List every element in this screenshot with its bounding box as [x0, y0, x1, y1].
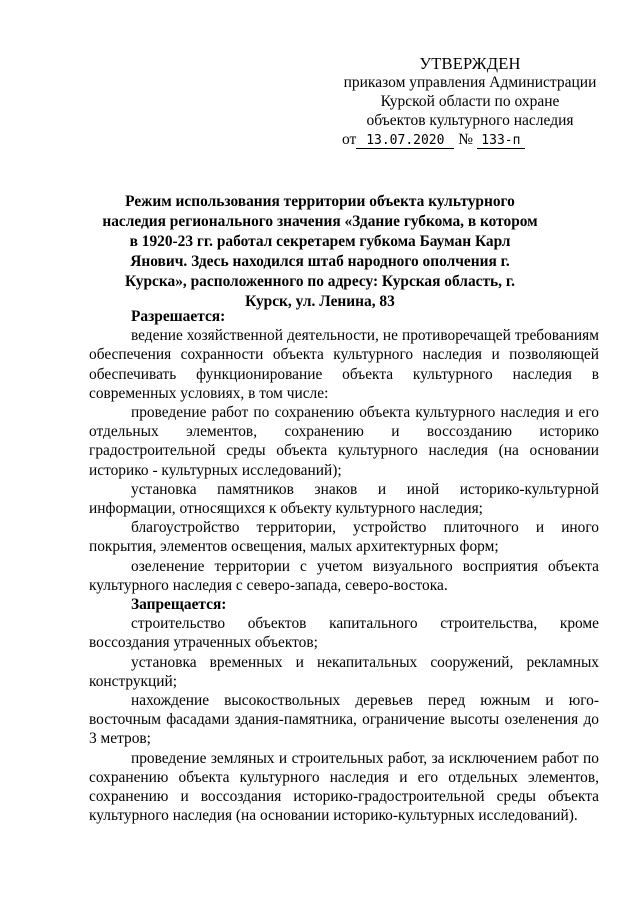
- allowed-item: ведение хозяйственной деятельности, не противоречащей требованиям обеспечения сохранности объекта культурного наследия и позволяющей обеспечивать функционирование объекта культурного наследия в современных условиях, в том числе:: [89, 327, 599, 402]
- prohibited-item: установка временных и некапитальных сооружений, рекламных конструкций;: [89, 653, 599, 690]
- allowed-item: благоустройство территории, устройство плиточного и иного покрытия, элементов освещения, малых архитектурных форм;: [89, 519, 599, 556]
- approval-stamp: [320, 54, 620, 149]
- document-title: Режим использования территории объекта культурного наследия регионального значения «Здание губкома, в котором в 1920-23 гг. работал секретарем губкома Бауман Карл Янович. Здесь находился штаб народного ополчения г. Курска», расположенного по адресу: Курская область, г. Курск, ул. Ленина, 83: [102, 193, 538, 310]
- prohibited-item: нахождение высокоствольных деревьев перед южным и юго-восточным фасадами здания-памятника, ограничение высоты озеленения до 3 метров;: [89, 692, 599, 748]
- approval-line-1: приказом управления Администрации: [343, 74, 597, 91]
- prohibited-item: проведение земляных и строительных работ, за исключением работ по сохранению объекта культурного наследия и его отдельных элементов, сохранению и воссоздания историко-градостроительной среды объекта культурного наследия (на основании историко-культурных исследований).: [89, 749, 599, 825]
- approval-heading: УТВЕРЖДЕН: [419, 54, 521, 73]
- number-label: №: [458, 131, 473, 148]
- approval-line-3: объектов культурного наследия: [366, 112, 574, 129]
- allowed-item: установка памятников знаков и иной историко-культурной информации, относящихся к объекту культурного наследия;: [89, 480, 599, 518]
- allowed-item: проведение работ по сохранению объекта культурного наследия и его отдельных элементов, сохранению и воссозданию историко градостроительной среды объекта культурного наследия (на основании историко - культурных исследований);: [89, 404, 599, 479]
- from-label: от: [342, 131, 357, 148]
- order-number: 133-п: [477, 133, 525, 149]
- prohibited-item: строительство объектов капитального строительства, кроме воссоздания утраченных объектов;: [89, 615, 599, 652]
- approval-reference: [320, 130, 620, 149]
- order-date: 13.07.2020: [356, 133, 454, 149]
- allowed-item: озеленение территории с учетом визуального восприятия объекта культурного наследия с северо-запада, северо-востока.: [89, 557, 599, 594]
- allowed-heading: Разрешается:: [131, 308, 226, 325]
- prohibited-heading: Запрещается:: [131, 596, 227, 614]
- document-body: [89, 307, 599, 825]
- approval-line-2: Курской области по охране: [380, 93, 560, 110]
